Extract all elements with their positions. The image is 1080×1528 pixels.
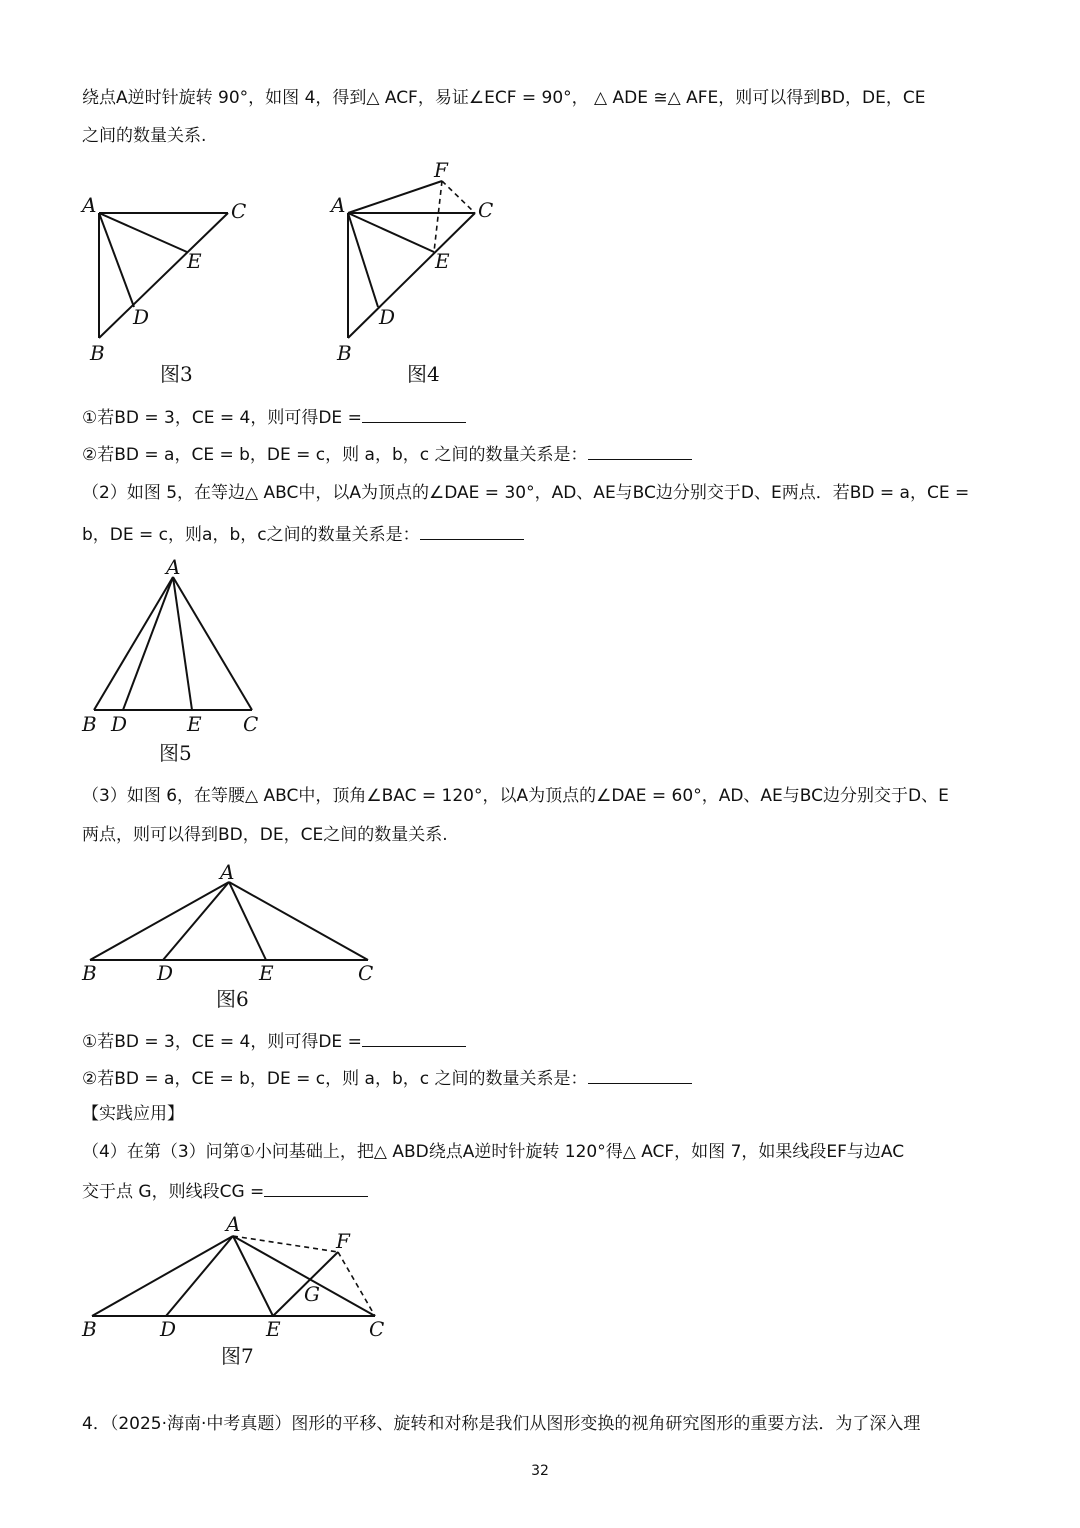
answer-blank-1-2[interactable] xyxy=(588,441,692,460)
fig4-label-D: D xyxy=(379,305,396,329)
question-4-line2 xyxy=(82,1178,368,1204)
figure-3 xyxy=(80,190,280,390)
fig7-label-B: B xyxy=(82,1317,97,1341)
question-1-1 xyxy=(82,404,466,430)
figure-7 xyxy=(80,1210,400,1370)
fig4-label-B: B xyxy=(337,341,352,365)
section-heading-practice: 【实践应用】 xyxy=(82,1104,184,1124)
fig3-line-BC xyxy=(99,213,228,338)
fig3-label-C: C xyxy=(231,199,247,223)
fig6-line-AD xyxy=(163,882,229,960)
fig4-line-AF xyxy=(348,181,442,213)
question-3-1 xyxy=(82,1028,466,1054)
fig3-label-D: D xyxy=(133,305,150,329)
fig4-line-FC xyxy=(442,181,475,213)
fig6-line-AB xyxy=(90,882,229,960)
fig5-label-D: D xyxy=(111,712,128,736)
answer-blank-3-2[interactable] xyxy=(588,1065,692,1084)
fig7-caption: 图7 xyxy=(221,1344,254,1368)
answer-blank-1-1[interactable] xyxy=(362,404,466,423)
fig3-caption: 图3 xyxy=(160,362,193,386)
fig7-label-F: F xyxy=(336,1229,350,1253)
question-2-line2 xyxy=(82,521,524,547)
fig6-label-D: D xyxy=(157,961,174,985)
fig5-line-AB xyxy=(94,577,173,710)
question-4-line1: （4）在第（3）问第①小问基础上，把△ ABD绕点A逆时针旋转 120°得△ ACF，如图 7，如果线段EF与边AC xyxy=(82,1142,905,1162)
page-number: 32 xyxy=(531,1463,549,1479)
fig7-label-D: D xyxy=(160,1317,177,1341)
fig3-label-B: B xyxy=(90,341,105,365)
fig6-line-AC xyxy=(229,882,368,960)
fig7-label-C: C xyxy=(369,1317,385,1341)
answer-blank-2[interactable] xyxy=(420,521,524,540)
fig7-label-G: G xyxy=(304,1282,320,1306)
fig7-label-A: A xyxy=(226,1212,241,1236)
fig4-label-A: A xyxy=(331,193,346,217)
fig5-line-AC xyxy=(173,577,252,710)
fig4-line-AD xyxy=(348,213,378,307)
fig5-caption: 图5 xyxy=(159,741,192,765)
question-3-2 xyxy=(82,1065,692,1091)
question-2-line2-text: b，DE = c，则a，b，c之间的数量关系是： xyxy=(82,525,420,545)
figure-6 xyxy=(80,858,390,1018)
fig7-label-E: E xyxy=(266,1317,281,1341)
fig7-line-AB xyxy=(92,1236,233,1316)
fig4-caption: 图4 xyxy=(407,362,440,386)
fig4-label-F: F xyxy=(434,158,448,182)
paragraph-intro-line1: 绕点A逆时针旋转 90°，如图 4，得到△ ACF，易证∠ECF = 90°， △ ADE ≅△ AFE，则可以得到BD，DE，CE xyxy=(82,88,926,108)
fig4-label-E: E xyxy=(435,249,450,273)
question-2-line1: （2）如图 5，在等边△ ABC中，以A为顶点的∠DAE = 30°，AD、AE与BC边分别交于D、E两点．若BD = a，CE = xyxy=(82,483,970,503)
paragraph-intro-line2: 之间的数量关系. xyxy=(82,126,207,146)
fig6-caption: 图6 xyxy=(216,987,249,1011)
question-3-line1: （3）如图 6，在等腰△ ABC中，顶角∠BAC = 120°，以A为顶点的∠DAE = 60°，AD、AE与BC边分别交于D、E xyxy=(82,786,949,806)
fig6-label-A: A xyxy=(220,860,235,884)
fig4-line-AE xyxy=(348,213,434,252)
fig3-label-A: A xyxy=(82,193,97,217)
fig6-label-E: E xyxy=(259,961,274,985)
fig6-label-B: B xyxy=(82,961,97,985)
answer-blank-3-1[interactable] xyxy=(362,1028,466,1047)
fig7-line-AD xyxy=(166,1236,233,1316)
question-1-2 xyxy=(82,441,692,467)
question-3-1-text: ①若BD = 3，CE = 4，则可得DE = xyxy=(82,1032,362,1052)
fig3-label-E: E xyxy=(187,249,202,273)
fig5-label-C: C xyxy=(243,712,259,736)
figure-5 xyxy=(80,555,280,770)
question-3-2-text: ②若BD = a，CE = b，DE = c，则 a，b，c 之间的数量关系是： xyxy=(82,1069,588,1089)
fig6-label-C: C xyxy=(358,961,374,985)
question-1-2-text: ②若BD = a，CE = b，DE = c，则 a，b，c 之间的数量关系是： xyxy=(82,445,588,465)
fig4-line-FE xyxy=(434,181,442,252)
question-4-line2-text: 交于点 G，则线段CG = xyxy=(82,1182,265,1202)
fig4-label-C: C xyxy=(478,198,494,222)
fig6-line-AE xyxy=(229,882,266,960)
answer-blank-4[interactable] xyxy=(264,1178,368,1197)
fig5-label-B: B xyxy=(82,712,97,736)
figure-4 xyxy=(328,155,528,390)
fig5-line-AD xyxy=(123,577,173,710)
fig5-label-A: A xyxy=(166,555,181,579)
fig5-label-E: E xyxy=(187,712,202,736)
question-5-line1: 4．（2025·海南·中考真题）图形的平移、旋转和对称是我们从图形变换的视角研究图形的重要方法．为了深入理 xyxy=(82,1414,921,1434)
question-3-line2: 两点，则可以得到BD，DE，CE之间的数量关系. xyxy=(82,825,448,845)
question-1-1-text: ①若BD = 3，CE = 4，则可得DE = xyxy=(82,408,362,428)
fig5-line-AE xyxy=(173,577,192,710)
